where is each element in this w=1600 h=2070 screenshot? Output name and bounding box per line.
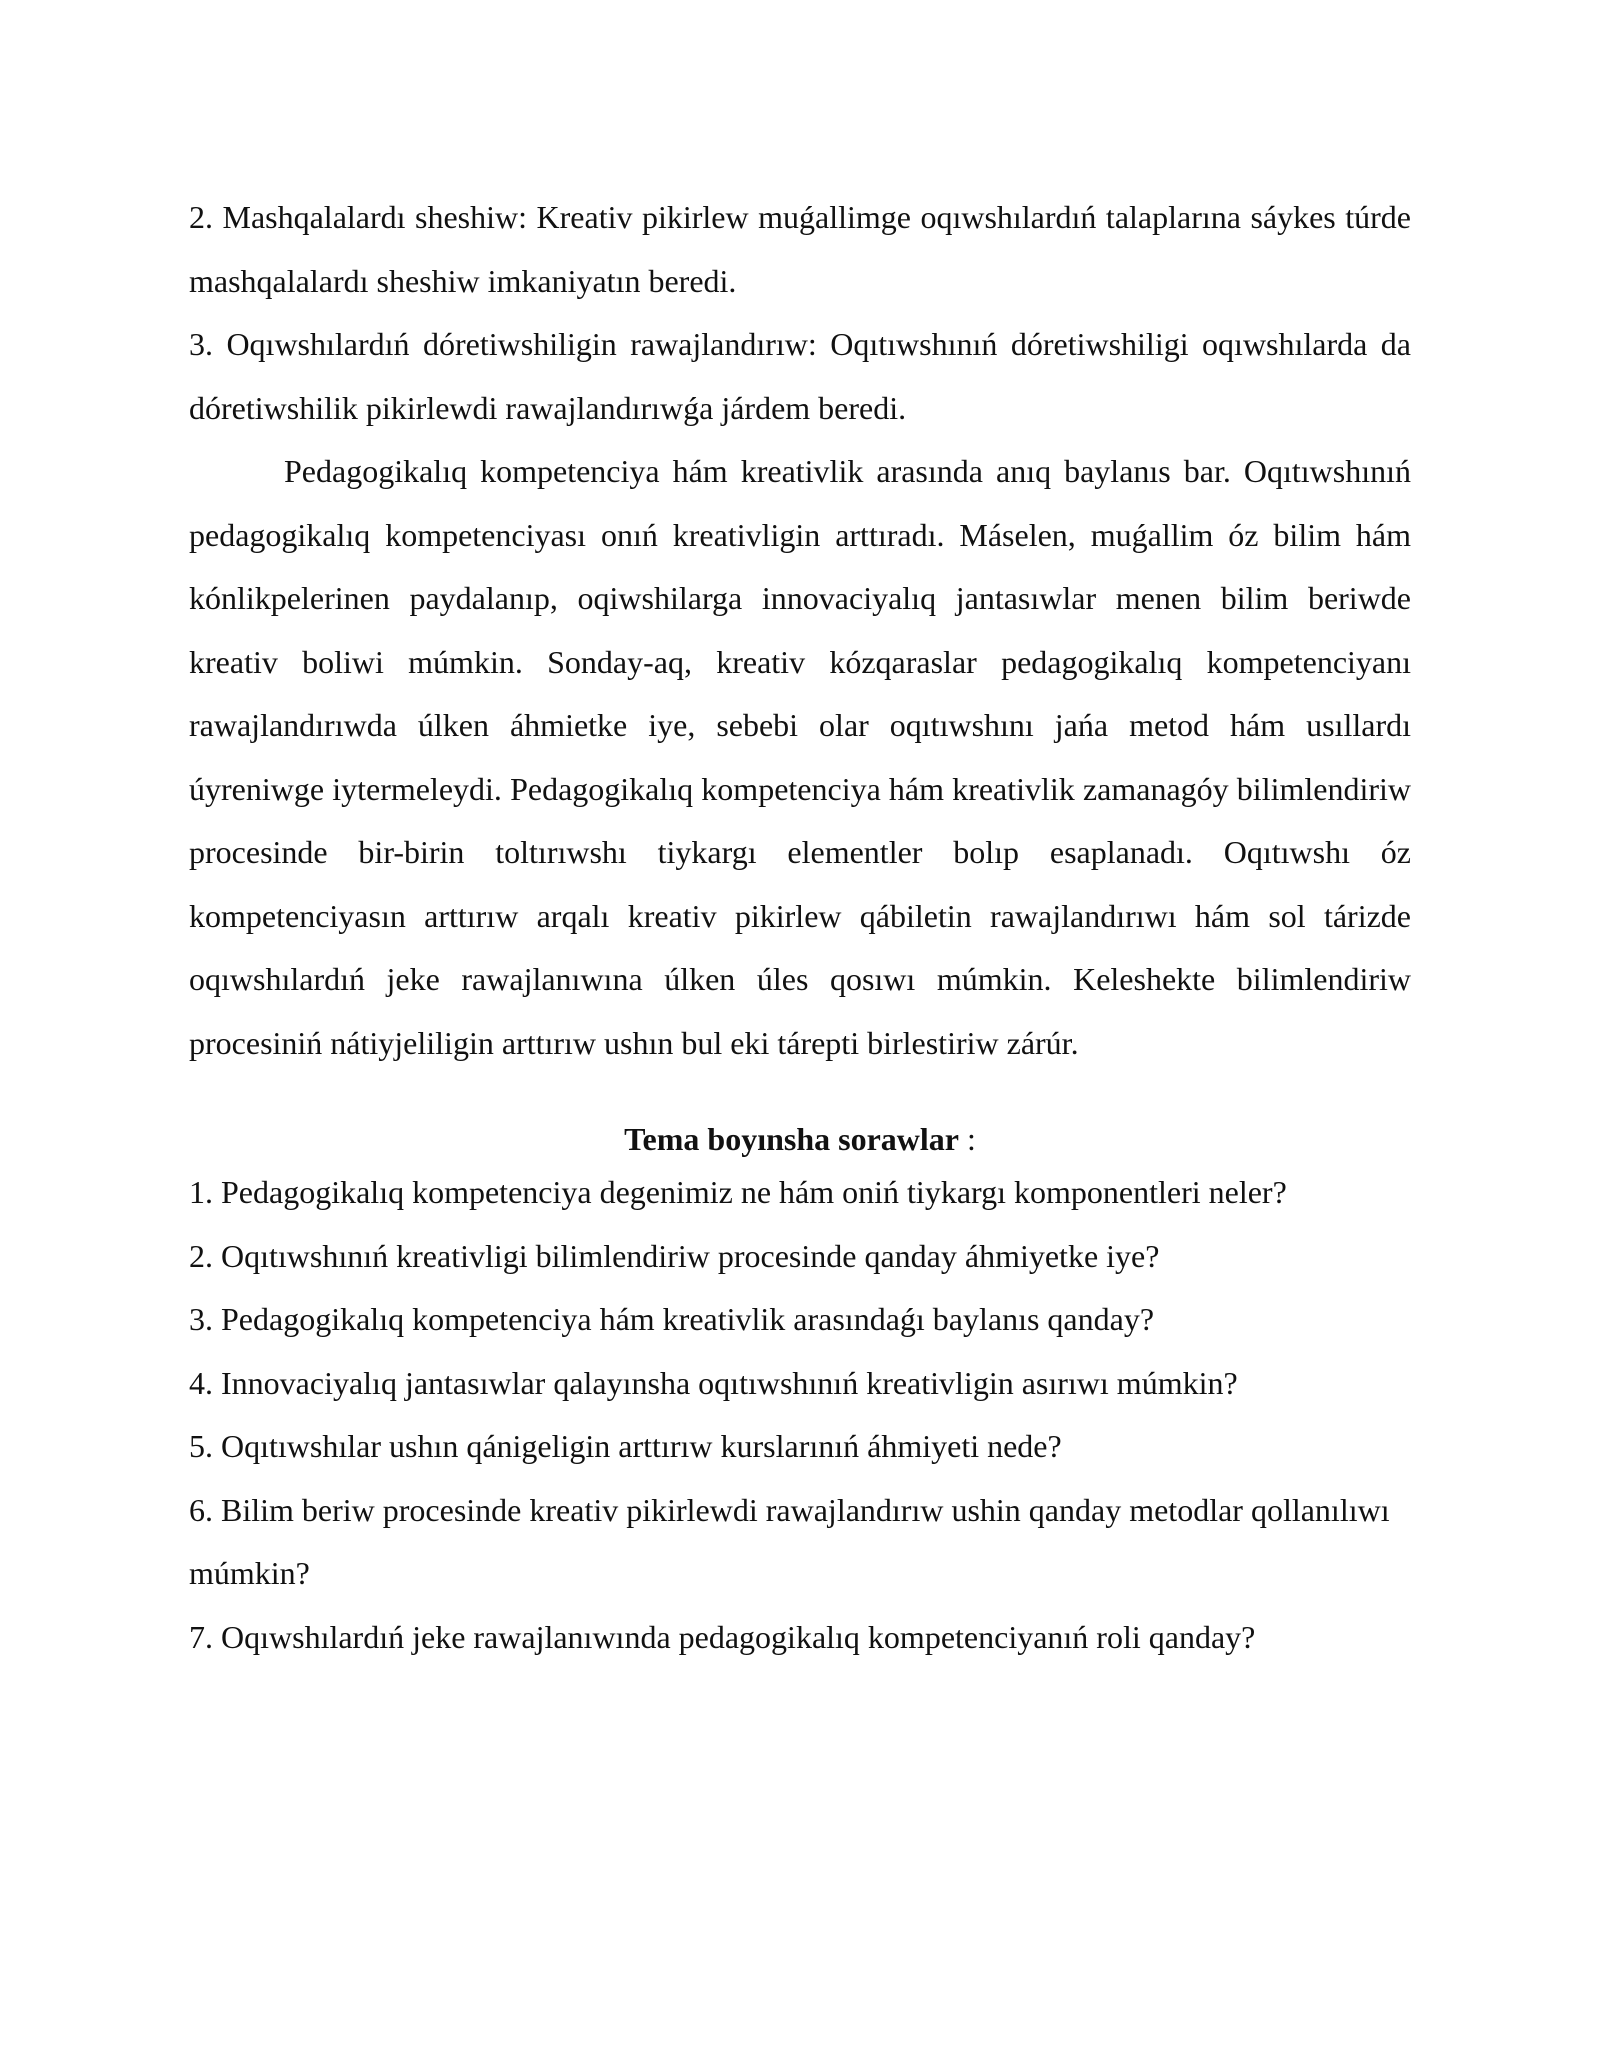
question-list <box>189 1161 1411 1669</box>
question-item: 6. Bilim beriw procesinde kreativ pikirlewdi rawajlandırıw ushin qanday metodlar qollanılıwı múmkin? <box>189 1491 1390 1591</box>
document-page <box>189 186 1411 1669</box>
question-item: 3. Pedagogikalıq kompetenciya hám kreativlik arasındaǵı baylanıs qanday? <box>189 1301 1155 1337</box>
question-item: 1. Pedagogikalıq kompetenciya degenimiz ne hám oniń tiykargı komponentleri neler? <box>189 1174 1287 1210</box>
question-item: 2. Oqıtıwshınıń kreativligi bilimlendiriw procesinde qanday áhmiyetke iye? <box>189 1237 1160 1274</box>
section-heading <box>189 1117 1411 1161</box>
section-heading-title: Tema boyınsha sorawlar <box>624 1121 959 1157</box>
list-item-creativity-development: 3. Oqıwshılardıń dóretiwshiligin rawajlandırıw: Oqıtıwshınıń dóretiwshiligi oqıwshılarda da dóretiwshilik pikirlewdi rawajlandırıwǵa járdem beredi. <box>189 326 1411 426</box>
body-paragraph: Pedagogikalıq kompetenciya hám kreativlik arasında anıq baylanıs bar. Oqıtıwshınıń pedagogikalıq kompetenciyası onıń kreativligin arttıradı. Máselen, muǵallim óz bilim hám kónlikpelerinen paydalanıp, oqiwshilarga innovaciyalıq jantasıwlar menen bilim beriwde kreativ boliwi múmkin. Sonday-aq, kreativ kózqaraslar pedagogikalıq kompetenciyanı rawajlandırıwda úlken áhmietke iye, sebebi olar oqıtıwshını jańa metod hám usıllardı úyreniwge iytermeleydi. Pedagogikalıq kompetenciya hám kreativlik zamanagóy bilimlendiriw procesinde bir-birin toltırıwshı tiykargı elementler bolıp esaplanadı. Oqıtıwshı óz kompetenciyasın arttırıw arqalı kreativ pikirlew qábiletin rawajlandırıwı hám sol tárizde oqıwshılardıń jeke rawajlanıwına úlken úles qosıwı múmkin. Keleshekte bilimlendiriw procesiniń nátiyjeliligin arttırıw ushın bul eki tárepti birlestiriw zárúr. <box>189 453 1411 1061</box>
question-item: 4. Innovaciyalıq jantasıwlar qalayınsha oqıtıwshınıń kreativligin asırıwı múmkin? <box>189 1364 1238 1401</box>
list-item-problem-solving: 2. Mashqalalardı sheshiw: Kreativ pikirlew muǵallimge oqıwshılardıń talaplarına sáykes túrde mashqalalardı sheshiw imkaniyatın beredi. <box>189 199 1411 299</box>
spacer <box>189 1075 1411 1117</box>
question-item: 5. Oqıtıwshılar ushın qánigeligin arttırıw kurslarınıń áhmiyeti nede? <box>189 1428 1062 1464</box>
section-heading-suffix: : <box>958 1121 976 1157</box>
question-item: 7. Oqıwshılardıń jeke rawajlanıwında pedagogikalıq kompetenciyanıń roli qanday? <box>189 1618 1256 1655</box>
